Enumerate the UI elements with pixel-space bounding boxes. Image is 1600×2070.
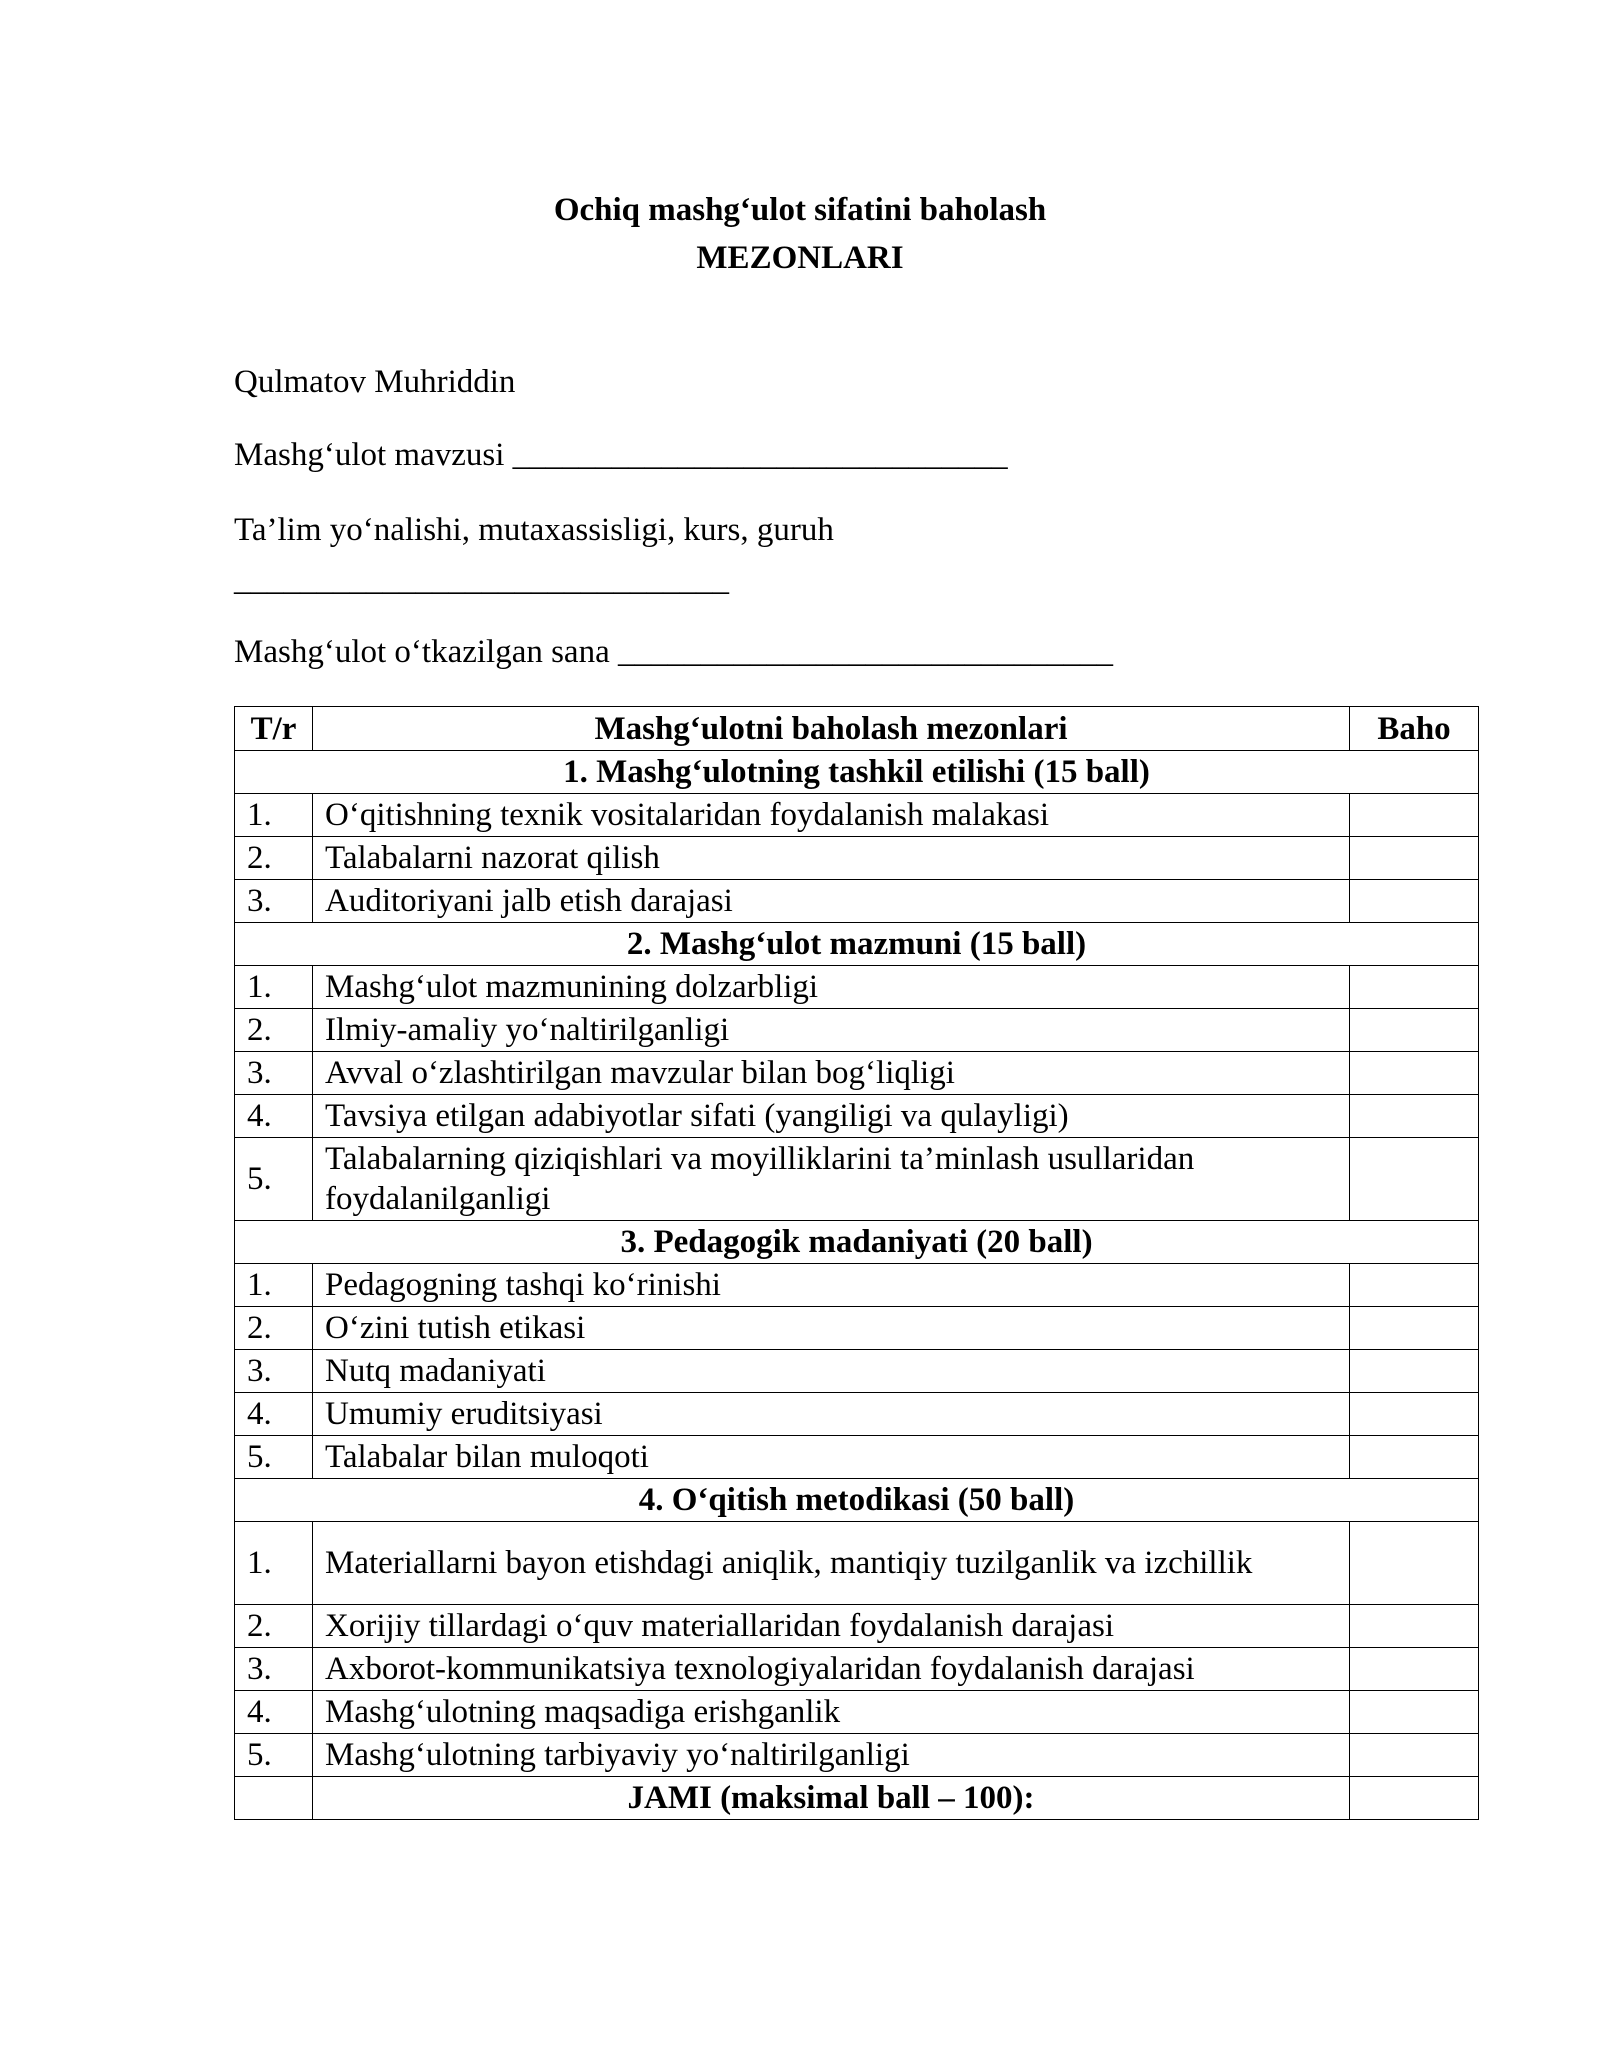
- row-num: 3.: [235, 1648, 313, 1691]
- grade-cell[interactable]: [1350, 837, 1479, 880]
- date-field: Mashg‘ulot o‘tkazilgan sana ______________________________: [234, 634, 1113, 670]
- grade-cell[interactable]: [1350, 880, 1479, 923]
- row-num: 2.: [235, 837, 313, 880]
- grade-cell[interactable]: [1350, 1648, 1479, 1691]
- table-row: [235, 1648, 1479, 1691]
- table-row: [235, 1691, 1479, 1734]
- grade-cell[interactable]: [1350, 1307, 1479, 1350]
- grade-cell[interactable]: [1350, 1095, 1479, 1138]
- row-criterion: Talabalarning qiziqishlari va moyilliklarini ta’minlash usullaridan foydalanilganligi: [313, 1138, 1350, 1221]
- total-grade-cell[interactable]: [1350, 1777, 1479, 1820]
- row-num: 5.: [235, 1138, 313, 1221]
- table-row: [235, 1436, 1479, 1479]
- section-row: [235, 923, 1479, 966]
- row-criterion: Avval o‘zlashtirilgan mavzular bilan bog‘liqligi: [313, 1052, 1350, 1095]
- row-num: 2.: [235, 1307, 313, 1350]
- criteria-table: [234, 706, 1479, 1820]
- grade-cell[interactable]: [1350, 1522, 1479, 1605]
- grade-cell[interactable]: [1350, 794, 1479, 837]
- table-header-row: [235, 707, 1479, 751]
- grade-cell[interactable]: [1350, 1052, 1479, 1095]
- direction-field-label: Ta’lim yo‘nalishi, mutaxassisligi, kurs, guruh: [234, 512, 834, 548]
- section-title: 1. Mashg‘ulotning tashkil etilishi (15 ball): [235, 751, 1479, 794]
- row-criterion: Pedagogning tashqi ko‘rinishi: [313, 1264, 1350, 1307]
- total-row: [235, 1777, 1479, 1820]
- grade-cell[interactable]: [1350, 1393, 1479, 1436]
- header-num: T/r: [235, 707, 313, 751]
- table-row: [235, 794, 1479, 837]
- table-row: [235, 1307, 1479, 1350]
- row-criterion: Materiallarni bayon etishdagi aniqlik, mantiqiy tuzilganlik va izchillik: [313, 1522, 1350, 1605]
- section-row: [235, 751, 1479, 794]
- row-num: 5.: [235, 1734, 313, 1777]
- row-criterion: Axborot-kommunikatsiya texnologiyalaridan foydalanish darajasi: [313, 1648, 1350, 1691]
- table-row: [235, 1264, 1479, 1307]
- row-criterion: Auditoriyani jalb etish darajasi: [313, 880, 1350, 923]
- section-title: 4. O‘qitish metodikasi (50 ball): [235, 1479, 1479, 1522]
- row-num: 4.: [235, 1691, 313, 1734]
- row-num: 1.: [235, 794, 313, 837]
- section-row: [235, 1221, 1479, 1264]
- table-row: [235, 1734, 1479, 1777]
- table-row: [235, 1138, 1479, 1221]
- row-criterion: Ilmiy-amaliy yo‘naltirilganligi: [313, 1009, 1350, 1052]
- table-row: [235, 1052, 1479, 1095]
- row-criterion: Nutq madaniyati: [313, 1350, 1350, 1393]
- grade-cell[interactable]: [1350, 1264, 1479, 1307]
- grade-cell[interactable]: [1350, 1734, 1479, 1777]
- direction-field-line: ______________________________: [234, 562, 729, 598]
- table-row: [235, 880, 1479, 923]
- teacher-name: Qulmatov Muhriddin: [234, 364, 516, 400]
- total-num-cell: [235, 1777, 313, 1820]
- table-row: [235, 1522, 1479, 1605]
- row-criterion: O‘zini tutish etikasi: [313, 1307, 1350, 1350]
- row-num: 3.: [235, 1052, 313, 1095]
- row-num: 2.: [235, 1605, 313, 1648]
- topic-field: Mashg‘ulot mavzusi ______________________________: [234, 437, 1008, 473]
- grade-cell[interactable]: [1350, 1138, 1479, 1221]
- row-criterion: Mashg‘ulot mazmunining dolzarbligi: [313, 966, 1350, 1009]
- row-num: 1.: [235, 1522, 313, 1605]
- table-row: [235, 1009, 1479, 1052]
- grade-cell[interactable]: [1350, 1350, 1479, 1393]
- document-subtitle: MEZONLARI: [696, 240, 904, 276]
- row-criterion: O‘qitishning texnik vositalaridan foydalanish malakasi: [313, 794, 1350, 837]
- table-row: [235, 1095, 1479, 1138]
- row-criterion: Tavsiya etilgan adabiyotlar sifati (yangiligi va qulayligi): [313, 1095, 1350, 1138]
- header-grade: Baho: [1350, 707, 1479, 751]
- grade-cell[interactable]: [1350, 1605, 1479, 1648]
- row-num: 2.: [235, 1009, 313, 1052]
- row-criterion: Umumiy eruditsiyasi: [313, 1393, 1350, 1436]
- row-num: 4.: [235, 1393, 313, 1436]
- section-title: 3. Pedagogik madaniyati (20 ball): [235, 1221, 1479, 1264]
- row-num: 4.: [235, 1095, 313, 1138]
- grade-cell[interactable]: [1350, 966, 1479, 1009]
- grade-cell[interactable]: [1350, 1436, 1479, 1479]
- row-num: 3.: [235, 1350, 313, 1393]
- row-num: 1.: [235, 966, 313, 1009]
- table-row: [235, 1350, 1479, 1393]
- row-num: 1.: [235, 1264, 313, 1307]
- row-criterion: Mashg‘ulotning maqsadiga erishganlik: [313, 1691, 1350, 1734]
- row-criterion: Talabalar bilan muloqoti: [313, 1436, 1350, 1479]
- section-row: [235, 1479, 1479, 1522]
- grade-cell[interactable]: [1350, 1691, 1479, 1734]
- table-row: [235, 1605, 1479, 1648]
- row-criterion: Xorijiy tillardagi o‘quv materiallaridan foydalanish darajasi: [313, 1605, 1350, 1648]
- total-label: JAMI (maksimal ball – 100):: [313, 1777, 1350, 1820]
- row-num: 3.: [235, 880, 313, 923]
- row-num: 5.: [235, 1436, 313, 1479]
- section-title: 2. Mashg‘ulot mazmuni (15 ball): [235, 923, 1479, 966]
- table-row: [235, 837, 1479, 880]
- table-row: [235, 1393, 1479, 1436]
- table-row: [235, 966, 1479, 1009]
- row-criterion: Mashg‘ulotning tarbiyaviy yo‘naltirilganligi: [313, 1734, 1350, 1777]
- document-title: Ochiq mashg‘ulot sifatini baholash: [553, 192, 1047, 228]
- row-criterion: Talabalarni nazorat qilish: [313, 837, 1350, 880]
- grade-cell[interactable]: [1350, 1009, 1479, 1052]
- header-criteria: Mashg‘ulotni baholash mezonlari: [313, 707, 1350, 751]
